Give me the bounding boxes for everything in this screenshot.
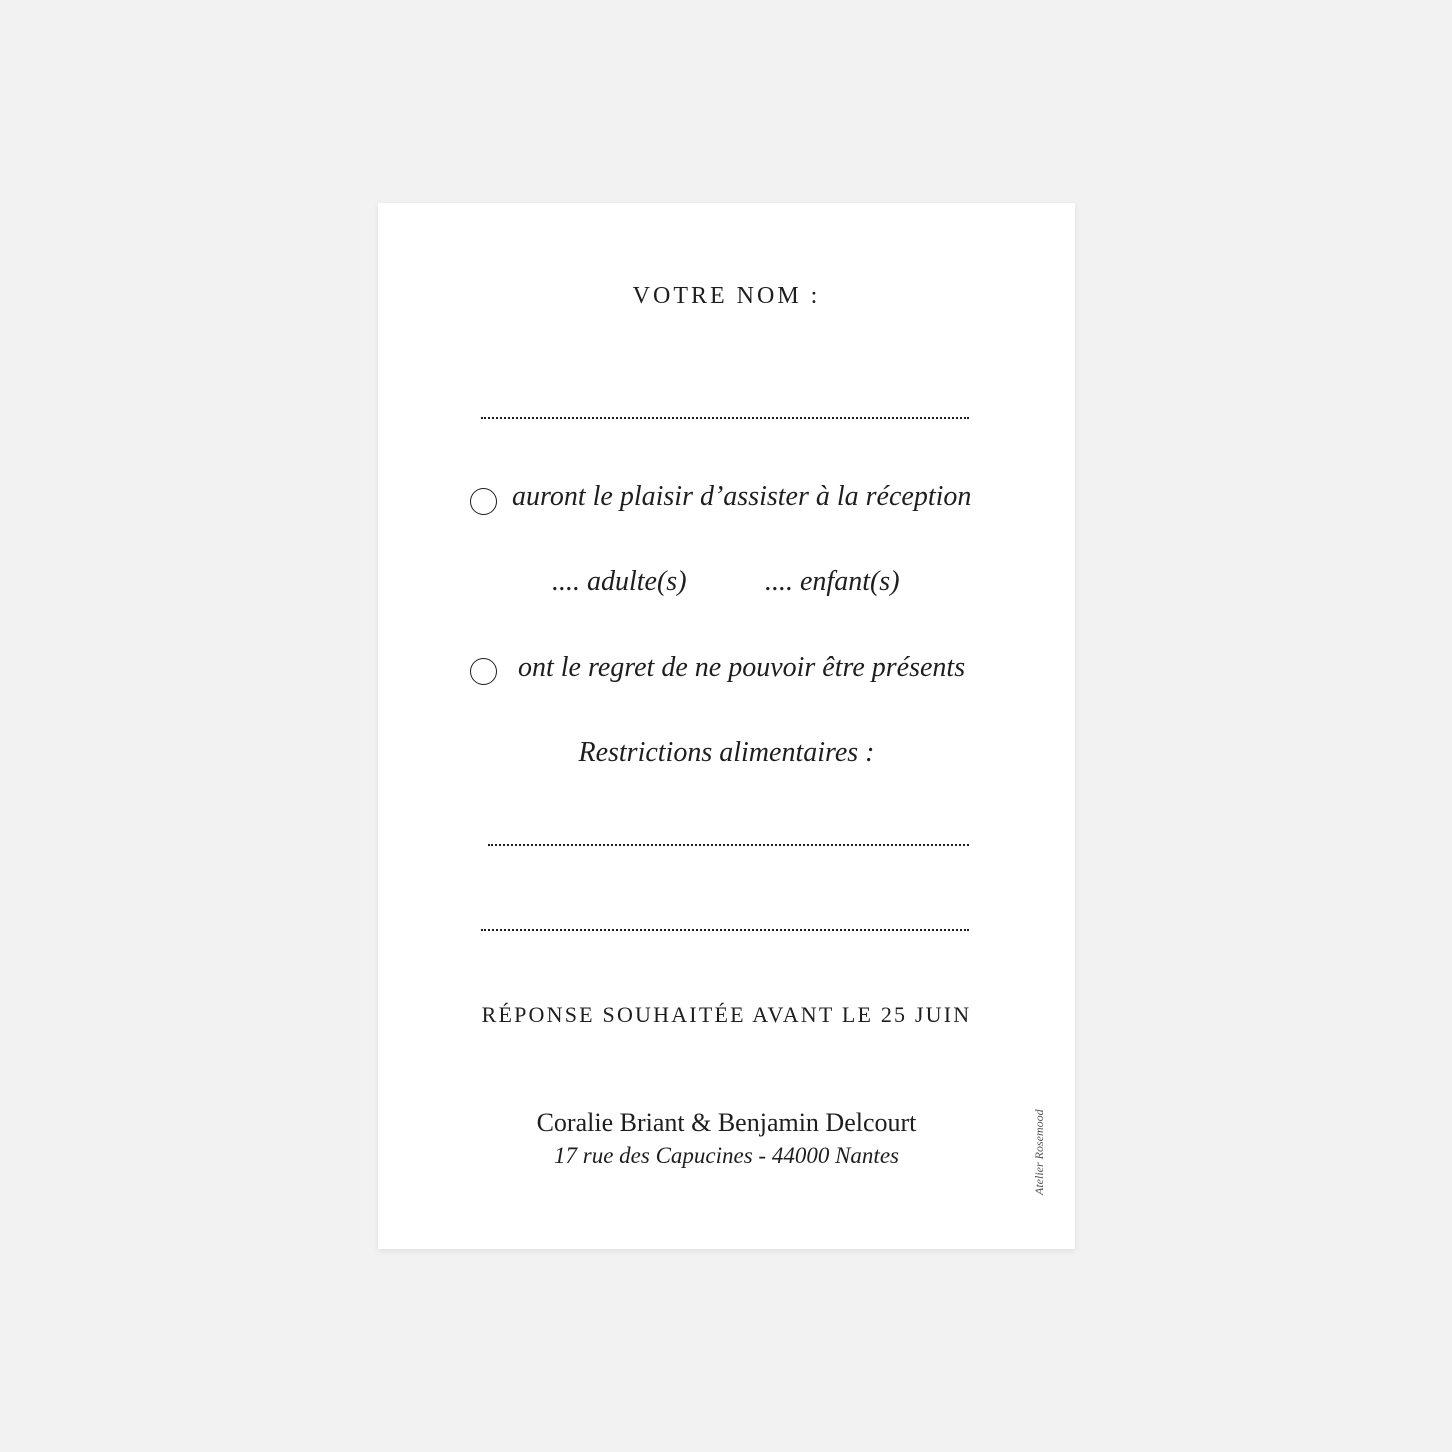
adults-count: .... adulte(s): [552, 566, 687, 597]
restrictions-label: Restrictions alimentaires :: [578, 737, 875, 768]
decline-label: ont le regret de ne pouvoir être présents: [518, 652, 966, 683]
name-dotted-line: [481, 417, 969, 419]
couple-names: Coralie Briant & Benjamin Delcourt: [536, 1108, 917, 1137]
designer-signature: Atelier Rosemood: [1032, 1109, 1046, 1195]
deadline-text: RÉPONSE SOUHAITÉE AVANT LE 25 JUIN: [481, 1002, 972, 1027]
decline-radio[interactable]: [470, 658, 497, 685]
attend-label: auront le plaisir d’assister à la réception: [512, 481, 972, 512]
restrictions-dotted-line-2: [481, 929, 969, 931]
restrictions-dotted-line-1: [488, 844, 969, 846]
rsvp-card: [378, 203, 1075, 1249]
children-count: .... enfant(s): [765, 566, 900, 597]
couple-address: 17 rue des Capucines - 44000 Nantes: [554, 1143, 899, 1168]
attend-radio[interactable]: [470, 488, 497, 515]
name-heading: VOTRE NOM :: [632, 283, 821, 309]
